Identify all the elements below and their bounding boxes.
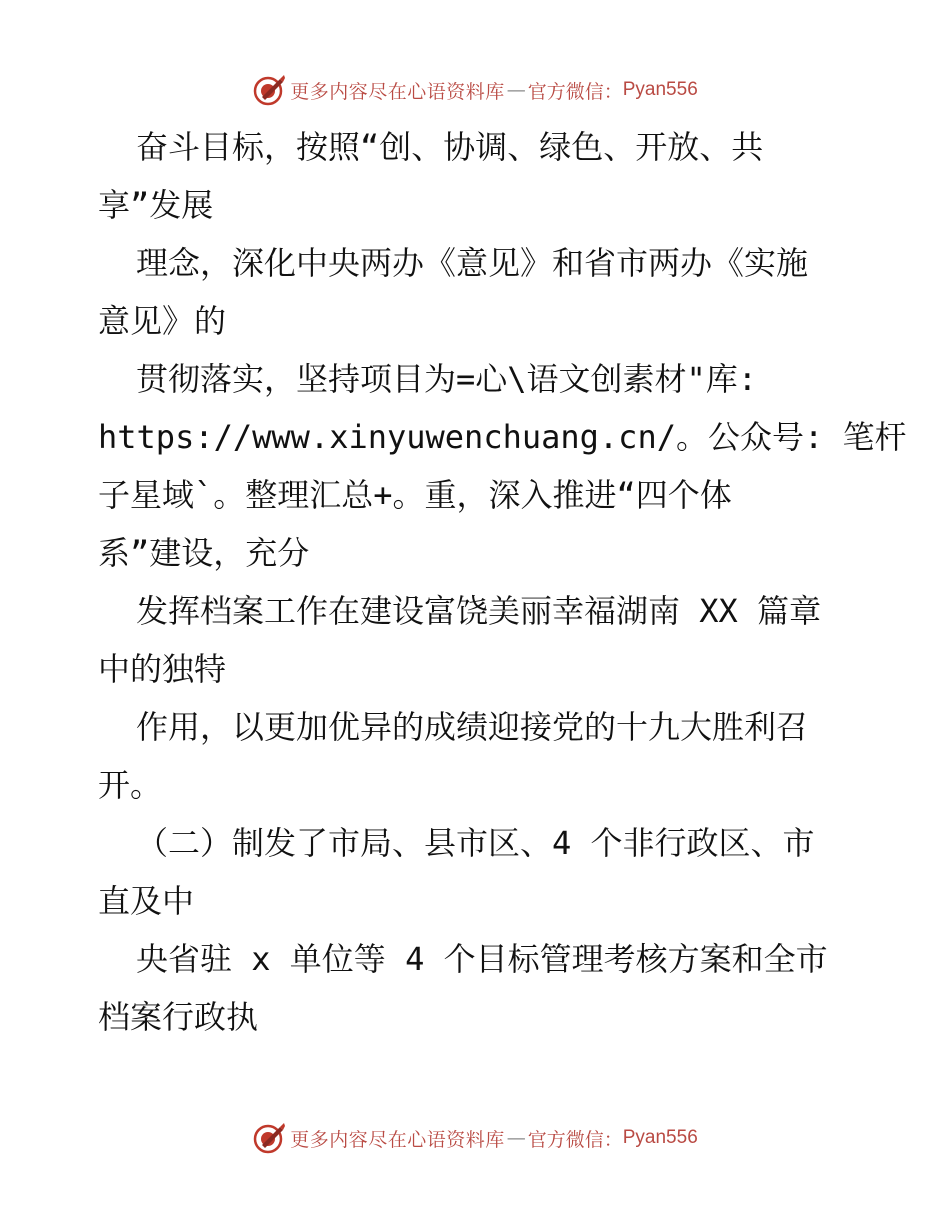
text-line: 中的独特 <box>98 650 227 688</box>
text-line: 档案行政执 <box>98 998 259 1036</box>
text-line: 理念，深化中央两办《意见》和省市两办《实施 <box>136 244 809 282</box>
banner-wechat-label: 官方微信： <box>527 1128 623 1151</box>
text-line: 子星域`。整理汇总+。重，深入推进“四个体 <box>98 476 732 514</box>
footer-banner <box>0 1118 950 1158</box>
text-line: 贯彻落实，坚持项目为=心\语文创素材"库: <box>136 360 758 398</box>
document-body <box>98 118 907 1046</box>
text-line: https://www.xinyuwenchuang.cn/。公众号: 笔杆 <box>98 418 907 456</box>
banner-title: 更多内容尽在心语资料库 <box>290 80 505 103</box>
text-line: （二）制发了市局、县市区、4 个非行政区、市 <box>136 824 815 862</box>
banner-wechat-label: 官方微信： <box>527 80 623 103</box>
text-line: 作用，以更加优异的成绩迎接党的十九大胜利召 <box>136 708 809 746</box>
pen-logo-icon <box>252 1121 286 1155</box>
text-line: 系”建设，充分 <box>98 534 310 572</box>
text-line: 央省驻 x 单位等 4 个目标管理考核方案和全市 <box>136 940 828 978</box>
banner-title: 更多内容尽在心语资料库 <box>290 1128 505 1151</box>
banner-dash: — <box>506 79 526 101</box>
text-line: 意见》的 <box>98 302 227 340</box>
pen-logo-icon <box>252 73 286 107</box>
text-line: 发挥档案工作在建设富饶美丽幸福湖南 XX 篇章 <box>136 592 822 630</box>
header-banner <box>0 70 950 110</box>
text-line: 直及中 <box>98 882 195 920</box>
text-line: 享”发展 <box>98 186 214 224</box>
banner-dash: — <box>506 1127 526 1149</box>
banner-wechat-id: Pyan556 <box>622 79 698 100</box>
banner-wechat-id: Pyan556 <box>622 1127 698 1148</box>
text-line: 奋斗目标，按照“创、协调、绿色、开放、共 <box>136 128 764 166</box>
text-line: 开。 <box>98 766 163 804</box>
